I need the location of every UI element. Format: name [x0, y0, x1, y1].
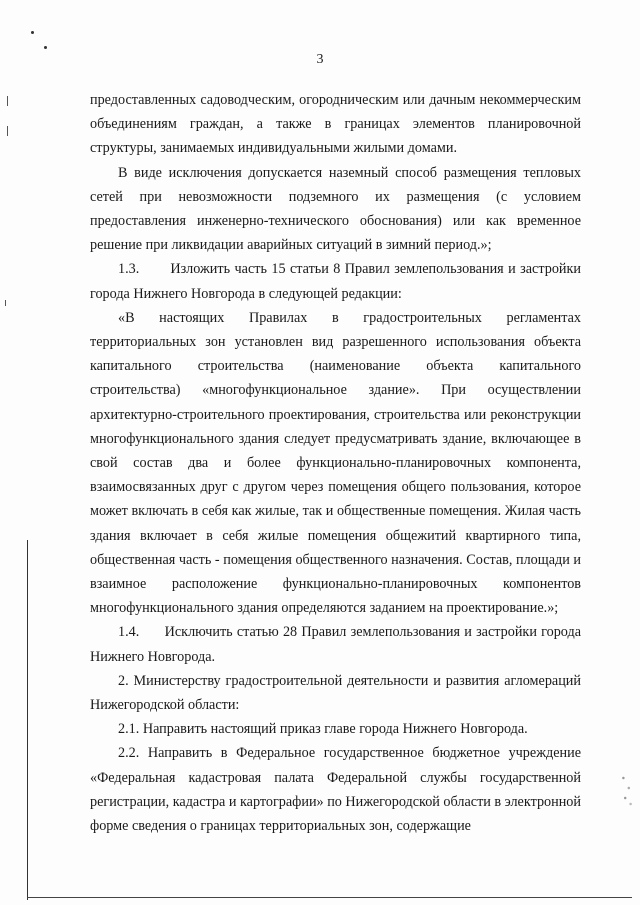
paragraph: В виде исключения допускается наземный способ размещения тепловых сетей при невозможности подземного их размещения (с условием предоставления инженерно-технического обоснования) или как временное решение при ликвидации аварийных ситуаций в зимний период.»;: [90, 164, 581, 254]
paragraph: 2. Министерству градостроительной деятельности и развития агломераций Нижегородской области:: [90, 672, 581, 714]
paragraph: 1.3. Изложить часть 15 статьи 8 Правил землепользования и застройки города Нижнего Новгорода в следующей редакции:: [90, 261, 581, 302]
scan-speckle: [618, 770, 636, 810]
scan-mark: [7, 126, 8, 136]
scan-dot: [44, 46, 47, 49]
paragraph: 1.4. Исключить статью 28 Правил землепользования и застройки города Нижнего Новгорода.: [90, 624, 581, 665]
paragraph: «В настоящих Правилах в градостроительных регламентах территориальных зон установлен вид разрешенного использования объекта капитального строительства (наименование объекта капитального строительства) «многофункциональное здание». При осуществлении архитектурно-строительного проектирования, строительства или реконструкции многофункционального здания следует предусматривать здание, включающее в свой состав два и более функционально-планировочных компонента, взаимосвязанных друг с другом через помещения общего пользования, которое может включать в себя как жилые, так и общественные помещения. Жилая часть здания включает в себя жилые помещения общежитий квартирного типа, общественная часть - помещения общественного назначения. Состав, площади и взаимное расположение функционально-планировочных компонентов многофункционального здания определяются заданием на проектирование.»;: [90, 309, 581, 617]
scan-mark: [7, 96, 8, 106]
paragraph: 2.1. Направить настоящий приказ главе города Нижнего Новгорода.: [118, 721, 528, 738]
scan-margin-line: [27, 540, 28, 900]
document-body: [90, 88, 581, 838]
scan-bottom-line: [27, 897, 632, 898]
paragraph: 2.2. Направить в Федеральное государственное бюджетное учреждение «Федеральная кадастровая палата Федеральной службы государственной регистрации, кадастра и картографии» по Нижегородской области в электронной форме сведения о границах территориальных зон, содержащие: [90, 745, 581, 835]
paragraph: предоставленных садоводческим, огородническим или дачным некоммерческим объединениям граждан, а также в границах элементов планировочной структуры, занимаемых индивидуальными жилыми домами.: [90, 92, 581, 157]
scan-mark: [5, 300, 6, 306]
page-number: 3: [316, 52, 324, 67]
scan-dot: [31, 31, 34, 34]
